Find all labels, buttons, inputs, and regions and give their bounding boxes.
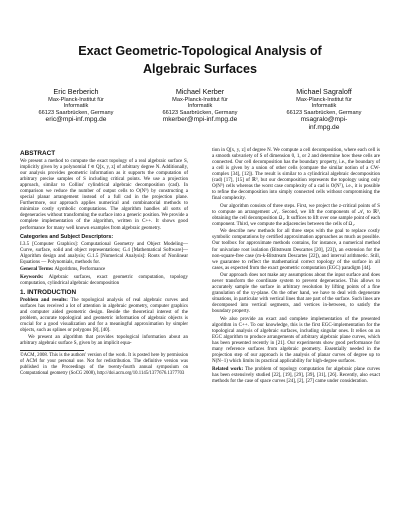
general-terms-heading: General Terms: (20, 267, 54, 273)
body-paragraph-1: tion in Q[x, y, z] of degree N. We compute a cell decomposition, where each cell is a smooth subvariety of S of dimension 0, 1, or 2 and determine how these cells are connected. Our cell decomposition has the boundary property, i.e., the boundary of a cell is given by a union of other cells (compare the similar notion of a CW-complex [34], [12]). The result is similar to a cylindrical algebraic decomposition (cad) [17], [15] of ℝ³, but our decomposition represents the topology using only O(N⁵) cells whereas the worst case complexity of a cad is O(N⁷), i.e., it is possible to refine the decomposition into simply connected cells without compromising the final complexity. (212, 148, 380, 202)
right-column (212, 148, 380, 386)
paper-title (0, 42, 400, 78)
left-column (20, 148, 188, 378)
author-affiliation: Max-Planck-Institut für (296, 96, 352, 103)
body-paragraph-2: Our algorithm consists of three steps. First, we project the z-critical points of S to compute an arrangement 𝒜₁. Second, we lift the components of 𝒜₁ to ℝ³, obtaining the cell decomposition Ω₁. It suffices to lift over one sample point of each component. Third, we compute the adjacencies between the cells of Ω₁. (212, 203, 380, 227)
author-address: 66123 Saarbrücken, Germany (162, 109, 238, 116)
body-paragraph-5: We also provide an exact and complete implementation of the presented algorithm in C++. To our knowledge, this is the first EGC-implementation for the topological analysis of algebraic surfaces, including singular ones. It relies on an EGC algorithm to produce arrangements of arbitrary algebraic plane curves, which has been presented recently in [21]. Our experiments show good performance for many reference surfaces from algebraic geometry. Essentially needed in the projection step of our approach is the analysis of planar curves of degree up to N(N−1) which limits its practical applicability for high-degree surfaces. (212, 316, 380, 365)
author-block (14, 88, 386, 132)
title-line-1: Exact Geometric-Topological Analysis of (78, 44, 322, 58)
abstract-text: We present a method to compute the exact topology of a real algebraic surface S, implicitly given by a polynomial f ∈ Q[x, y, z] of arbitrary degree N. Additionally, our analysis provides geometric information as it supports the computation of arbitrary precise samples of S including critical points. We use a projection approach, similar to Collins' cylindrical algebraic decomposition (cad). In comparison we reduce the number of output cells to O(N⁵) by constructing a special planar arrangement instead of a full cad in the projection plane. Furthermore, our approach applies numerical and combinatorial methods to minimize costly symbolic computations. The algorithm handles all sorts of degeneracies without transforming the surface into a generic position. We provide a complete implementation of the algorithm, written in C++. It shows good performance for many well known examples from algebraic geometry. (20, 159, 188, 231)
intro-text-1: The topological analysis of real algebraic curves and surfaces has received a lot of attention in algebraic geometry, computer graphics and computer aided geometric design. Beside the theoretical interest of the problem, accurate topological and geometric information of algebraic objects is crucial for a good visualization and for a meaningful approximation by simpler objects, such as splines or polygons [8], [40]. (20, 297, 188, 333)
intro-paragraph-1 (20, 298, 188, 334)
related-work-paragraph (212, 367, 380, 385)
copyright-notice: ©ACM, 2008. This is the authors' version of the work. It is posted here by permission of ACM for your personal use. Not for redistribution. The definitive version was published in the Proceedings of the twenty-fourth annual symposium on Computational geometry (SoCG 2008), http://doi.acm.org/10.1145/1377676.1377703 (20, 353, 188, 376)
general-terms (20, 267, 188, 273)
title-line-2: Algebraic Surfaces (142, 62, 258, 76)
author-dept: Informatik (187, 103, 213, 110)
author-2 (138, 88, 262, 132)
author-email: eric@mpi-inf.mpg.de (45, 116, 107, 124)
author-affiliation: Max-Planck-Institut für (48, 96, 104, 103)
body-paragraph-4: Our approach does not make any assumptions about the input surface and does never transform the coordinate system to prevent degeneracies. This allows to accurately sample the surface in arbitrary resolution by lifting points of a fine granulation of the xy-plane. On the other hand, we have to deal with degenerate situations, in particular with vertical lines that are part of the surface. Such lines are decomposed into vertical segments, and vertices in-between, to satisfy the boundary property. (212, 273, 380, 315)
author-1 (14, 88, 138, 132)
author-email: msagralo@mpi- (300, 116, 348, 124)
author-address: 66123 Saarbrücken, Germany (286, 109, 362, 116)
keywords-heading: Keywords: (20, 274, 44, 280)
categories-text: I.3.5 [Computer Graphics]: Computational Geometry and Object Modeling—Curve, surface, solid and object representations; G.4 [Mathematical Software]—Algorithm design and analysis; G.1.5 [Numerical Analysis]: Roots of Nonlinear Equations — Polynomials, methods for. (20, 241, 188, 265)
keywords-text: Algebraic surfaces, exact geometric computation, topology computation, cylindrical algebraic decomposition (20, 274, 188, 286)
author-email-cont: inf.mpg.de (308, 123, 340, 131)
author-3 (262, 88, 386, 132)
author-email: mkerber@mpi-inf.mpg.de (162, 116, 238, 124)
general-terms-text: Algorithms, Performance (54, 267, 106, 273)
abstract-heading: ABSTRACT (20, 150, 56, 157)
author-name: Michael Kerber (175, 87, 225, 96)
related-work-run-in: Related work: (212, 366, 244, 372)
author-dept: Informatik (63, 103, 89, 110)
keywords (20, 275, 188, 287)
intro-run-in: Problem and results: (20, 297, 68, 303)
categories-heading: Categories and Subject Descriptors: (20, 233, 114, 240)
introduction-heading: 1. INTRODUCTION (20, 288, 77, 296)
author-address: 66123 Saarbrücken, Germany (38, 109, 114, 116)
intro-paragraph-2: We present an algorithm that provides topological information about an arbitrary algebraic surface S, given by an implicit equa- (20, 335, 188, 347)
footnote-rule (20, 350, 84, 351)
author-dept: Informatik (311, 103, 337, 110)
author-name: Eric Berberich (53, 87, 99, 96)
related-work-text: The problem of topology computation for algebraic plane curves has been extensively studied [22], [19], [29], [39], [31], [26]. Recently, also exact methods for the case of space curves [24], [2], [27] came under consideration. (212, 366, 381, 384)
author-name: Michael Sagraloff (296, 87, 352, 96)
author-affiliation: Max-Planck-Institut für (172, 96, 228, 103)
body-paragraph-3: We describe new methods for all three steps with the goal to replace costly symbolic computations by certified approximation approaches as much as possible. Our toolbox for approximate methods contains, for instance, a numerical method for univariate root isolation (Bitstream Descartes [20], [23]), an extension for the non-square-free case (m-k-Bitstream Descartes [22]), and interval arithmetic. Still, we guarantee to reflect the mathematical correct topology of the surface in all cases, as expected from the exact geometric computation (EGC) paradigm [44]. (212, 229, 380, 271)
